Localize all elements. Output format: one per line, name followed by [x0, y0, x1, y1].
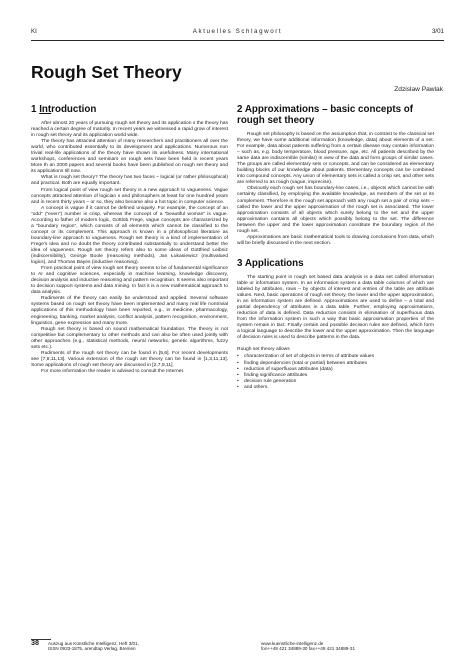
- section-title: Approximations – basic concepts of rough set theory: [237, 104, 414, 126]
- section-heading-approximations: [237, 104, 434, 126]
- paragraph: The theory has attracted attention of many researchers and practitioners all over the world, who contributed essentially to its development and applications. Numerous non trivial real-life applications of the theory have shown its usefulness. Many international workshops, conferences and seminars on rough sets have been held in recent years More th an 2000 papers and several books have been published on rough set theory and its applications till now.: [31, 139, 228, 175]
- column-name: Aktuelles Schlagwort: [192, 28, 283, 35]
- list-item: • finding dependencies (total or partial) between attributes: [237, 361, 434, 367]
- paragraph: Obviously each rough set has boundary-line cases, i.e., objects which cannot be with certainty classified, by employing the available knowledge, as members of the set or its complement. Therefore in the rough set approach with any rough set a pair of crisp sets – called the lower and the upper approximation of the rough set is associated. The lower approximation consists of all objects which surely belong to the set and the upper approximation contains all objects which possibly belong to the set. The difference between the upper and the lower approximation constitute the boundary region of the rough set.: [237, 186, 434, 234]
- paragraph: Rough set theory is based on sound mathematical foundation. The theory is not competitive but complementary to other methods and can also be often used jointly with other approaches (e.g., statistical methods, neural networks, genetic algorithms, fuzzy sets etc.).: [31, 326, 228, 350]
- page-footer: [31, 640, 444, 664]
- publication-info: [48, 641, 139, 652]
- article-author: Zdzislaw Pawlak: [394, 86, 443, 93]
- section-heading-applications: [237, 258, 434, 269]
- article-title: Rough Set Theory: [31, 62, 182, 82]
- website-link[interactable]: www.kuenstliche-intelligenz.de: [261, 641, 324, 646]
- section-number: 1: [31, 104, 37, 115]
- list-item: • reduction of superfluous attributes (data): [237, 367, 434, 373]
- list-item: • characterization of set of objects in terms of attribute values: [237, 354, 434, 360]
- phone-fax: fon++49 421 34889-30 fax++49 421 34889-31: [261, 646, 356, 652]
- bullet-list: [237, 354, 434, 391]
- header-divider: [31, 40, 444, 41]
- left-column: [31, 104, 228, 375]
- section-title-rest: roduction: [51, 104, 97, 115]
- bullet-list-intro: Rough set theory allows: [237, 347, 290, 353]
- page-number: 38: [31, 638, 39, 647]
- paragraph: A concept is vague if it cannot be defined uniquely. For example, the concept of an “odd” (“even”) number is crisp, whereas the concept of a “beautiful woman” is vague. According to father of modern logic, Gottlob Frege, vague concepts are characterized by a “boundary region”, which consists of all elements which cannot be classified to the concept or its complement. This approach is known in a philosophical literature as boundary-line approach to vagueness. Rough set theory is a kind of implementation of Frege's idea and no doubt the theory contributed substantially to understand better the idea of vagueness. Rough set theory refers also to some ideas of Gottfried Leibniz (indiscernibility), George Boole (reasoning methods), Jan Łukasiewicz (multivalued logics), and Thomas Bayes (inductive reasoning).: [31, 205, 228, 266]
- paragraph: The starting point in rough set based data analysis is a data set called information table or information system. In an information system a data table columns of which are labeled by attributes, rows – by objects of interest and entries of the table are attribute values. Next, basic operations of rough set theory, the lower and the upper approximation, in an information system are defined. Approximations are used to define – a total and partial dependency of attributes in a data table. Further, employing approximations, reduction of data is defined. Data reduction consists in elimination of superfluous data from the information system in such a way that basic approximation properties of the system remain in tact. Finally certain and possible decision rules are defined, which form a logical language to describe the lower and the upper approximation. Then the language of decision rules is used to describe patterns in the data.: [237, 274, 434, 341]
- running-header: [31, 28, 444, 38]
- right-column: [237, 104, 434, 391]
- list-item: • and others.: [237, 385, 434, 391]
- section-title: Applications: [244, 257, 304, 269]
- contact-info: [261, 641, 355, 652]
- publication-line: ISSN 0933-1875, arendtap Verlag, Bremen: [48, 646, 136, 652]
- section-heading-introduction: [31, 104, 228, 115]
- paragraph: For more information the reader is advised to consult the Internet.: [41, 368, 185, 374]
- paragraph: Approximations are basic mathematical tools to drawing conclusions from data, which will be briefly discussed in the next section.: [237, 234, 434, 246]
- paragraph: Rough set philosophy is based on the assumption that, in contrast to the classical set theory, we have some additional information (knowledge, data) about elements of a set. For example, data about patients suffering from a certain disease may contain information – such as, e.g. body temperature, blood pressure, age, etc. All patients described by the same data are indiscernible (similar) in view of the data and form groups of similar cases. The groups are called elementary sets or concepts, and can be considered as elementary building blocks of our knowledge about patients. Elementary concepts can be combined into compound concepts. Any union of elementary sets is called a crisp set, and other sets are referred to as rough (vague, imprecise).: [237, 132, 434, 186]
- paragraph: Rudiments of the theory can easily be understood and applied. Several software systems based on rough set theory have been implemented and many real life nontrivial applications of this methodology have been reported, e.g., in medicine, pharmacology, engineering, banking, market analysis, conflict analysis, pattern recognition, environment, linguistics, gene expression and many more.: [31, 296, 228, 326]
- paragraph: From logical point of view rough set theory is a new approach to vagueness. Vague concepts attracted attention of logician s and philosophers at least for one hundred years and in recent thirty years – or so, they also became also a hot topic in computer science.: [31, 187, 228, 205]
- paragraph: Rudiments of the rough set theory can be found in [5,6]. For recent developments see [7,8,11,13]. Various extension of the rough set theory can be found in [1,3,11,13]. Some applications of rough set theory are discussed in [2,7,9,11].: [31, 350, 228, 368]
- section-number: 3: [237, 257, 243, 269]
- section-spacer: [237, 247, 434, 258]
- list-item: • finding significance attributes: [237, 373, 434, 379]
- issue-number: 3/01: [431, 28, 444, 35]
- journal-abbrev: KI: [31, 28, 37, 35]
- paragraph: What is rough set theory? The theory has two faces – logical (or rather philosophical) and practical. Both are equally important.: [31, 175, 228, 187]
- paragraph: After almost 20 years of pursuing rough set theory and its application s the theory has reached a certain degree of maturity. In recent years we witnessed a rapid grow of interest in rough set theory and its application world wide.: [31, 121, 228, 139]
- publication-line: Auszug aus Künstliche Intelligenz, Heft 3/01,: [48, 641, 139, 646]
- section-title-underlined: Int: [39, 104, 52, 115]
- paragraph: From practical point of view rough set theory seems to be of fundamental significance to AI and cognitive sciences, especially in machine learning, knowledge discovery, decision analysis and inductive reasoning and pattern recognition. It seems also important to decision support systems and data mining. In fact it is a new mathematical approach to data analysis.: [31, 266, 228, 296]
- section-number: 2: [237, 104, 243, 115]
- list-item: • decision rule generation: [237, 379, 434, 385]
